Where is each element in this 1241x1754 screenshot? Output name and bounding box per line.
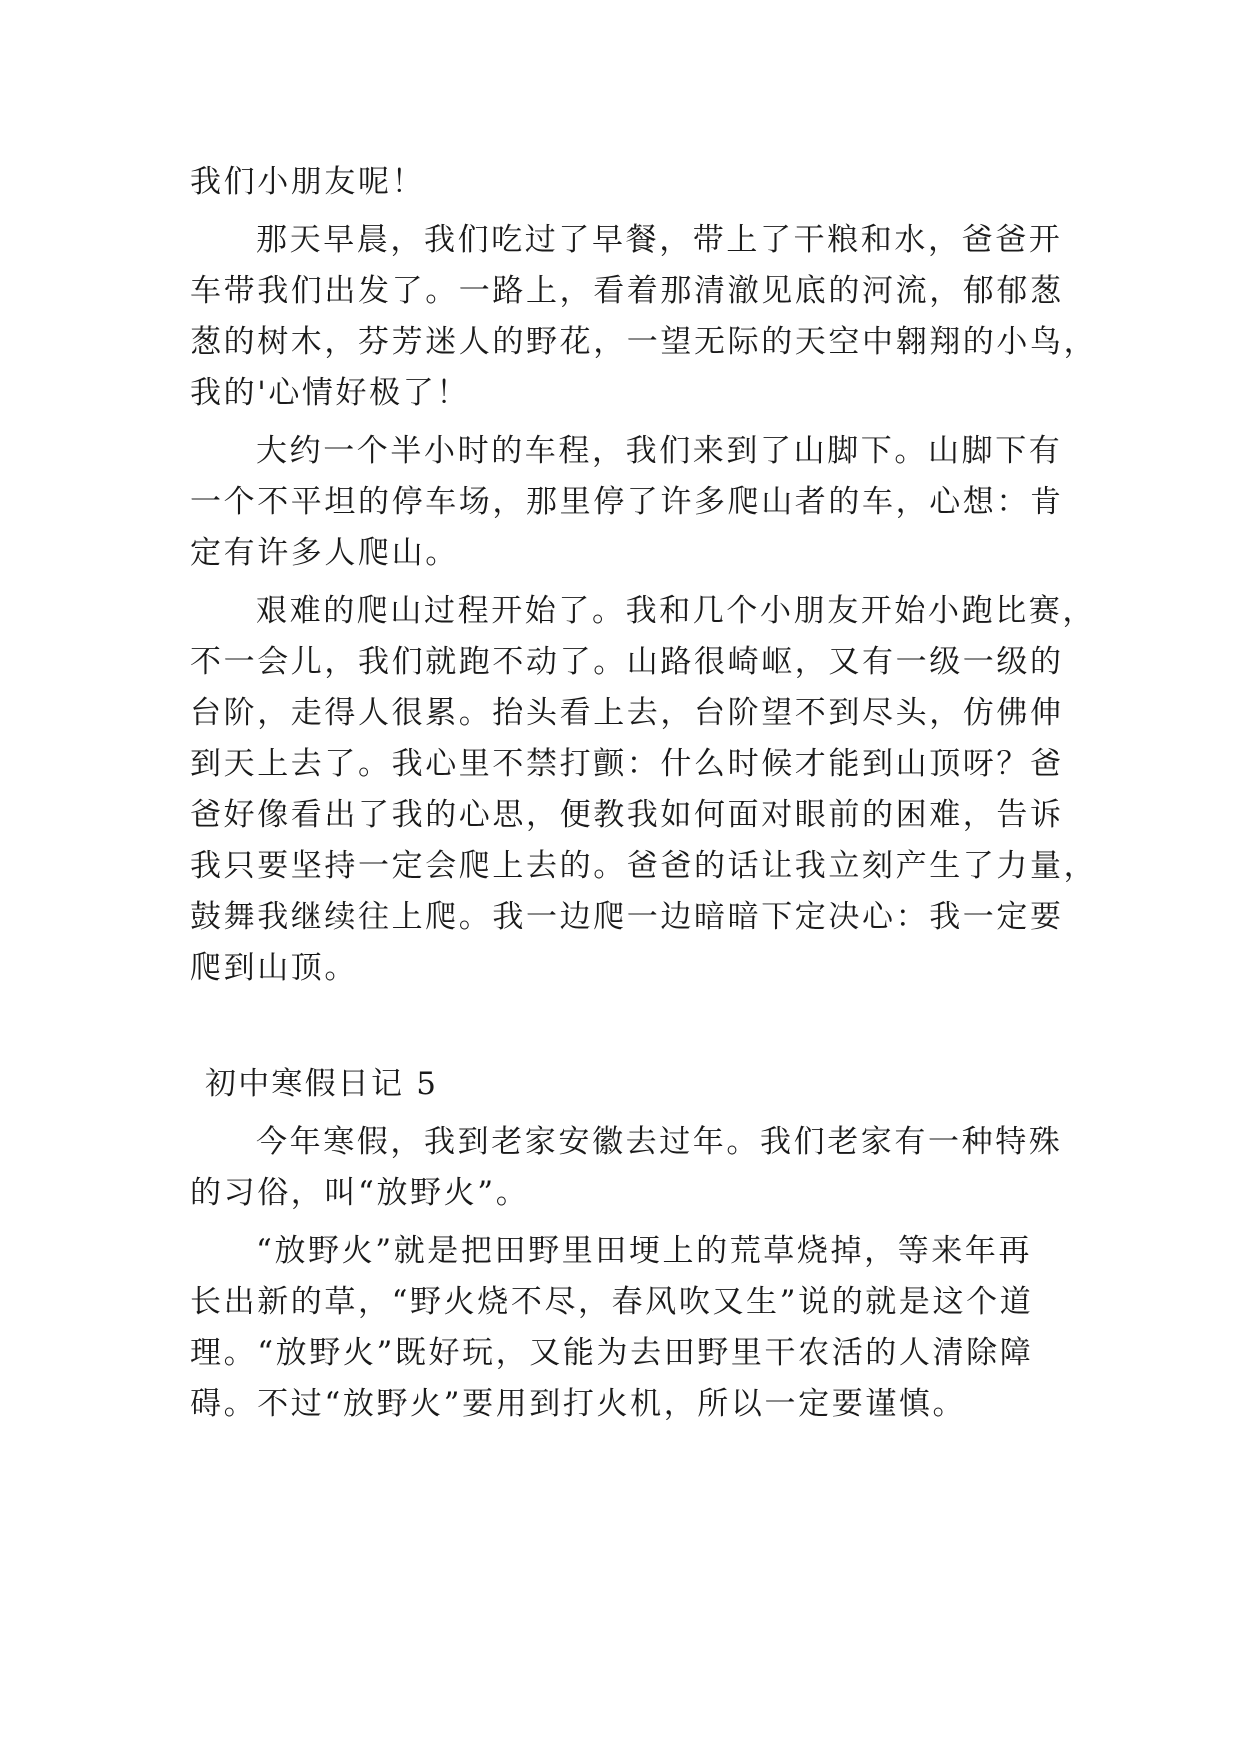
text-line: 台阶，走得人很累。抬头看上去，台阶望不到尽头，仿佛伸 — [190, 695, 1064, 731]
text-line: 碍。不过“放野火”要用到打火机，所以一定要谨慎。 — [190, 1386, 967, 1422]
text-line: 定有许多人爬山。 — [190, 535, 459, 571]
text-line: 鼓舞我继续往上爬。我一边爬一边暗暗下定决心：我一定要 — [190, 899, 1064, 935]
text-line: 我们小朋友呢！ — [190, 164, 426, 200]
text-line: 长出新的草，“野火烧不尽，春风吹又生”说的就是这个道 — [190, 1284, 1034, 1320]
text-line: 我只要坚持一定会爬上去的。爸爸的话让我立刻产生了力量， — [190, 848, 1098, 884]
text-line: 一个不平坦的停车场，那里停了许多爬山者的车，心想：肯 — [190, 484, 1064, 520]
paragraph-first-line: 今年寒假，我到老家安徽去过年。我们老家有一种特殊 — [256, 1124, 1063, 1160]
text-line: 理。“放野火”既好玩，又能为去田野里干农活的人清除障 — [190, 1335, 1034, 1371]
text-line: 爬到山顶。 — [190, 950, 358, 986]
text-line: 葱的树木，芬芳迷人的野花，一望无际的天空中翱翔的小鸟， — [190, 324, 1098, 360]
paragraph-first-line: 那天早晨，我们吃过了早餐，带上了干粮和水，爸爸开 — [256, 222, 1063, 258]
text-line: 到天上去了。我心里不禁打颤：什么时候才能到山顶呀？爸 — [190, 746, 1064, 782]
text-line: 车带我们出发了。一路上，看着那清澈见底的河流，郁郁葱 — [190, 273, 1064, 309]
text-line: 我的'心情好极了！ — [190, 375, 470, 411]
paragraph-first-line: 艰难的爬山过程开始了。我和几个小朋友开始小跑比赛， — [256, 593, 1096, 629]
paragraph-first-line: “放野火”就是把田野里田埂上的荒草烧掉，等来年再 — [256, 1233, 1033, 1269]
text-line: 爸好像看出了我的心思，便教我如何面对眼前的困难，告诉 — [190, 797, 1064, 833]
paragraph-first-line: 大约一个半小时的车程，我们来到了山脚下。山脚下有 — [256, 433, 1063, 469]
section-heading: 初中寒假日记 5 — [205, 1066, 439, 1102]
text-line: 的习俗，叫“放野火”。 — [190, 1175, 530, 1211]
text-line: 不一会儿，我们就跑不动了。山路很崎岖，又有一级一级的 — [190, 644, 1064, 680]
